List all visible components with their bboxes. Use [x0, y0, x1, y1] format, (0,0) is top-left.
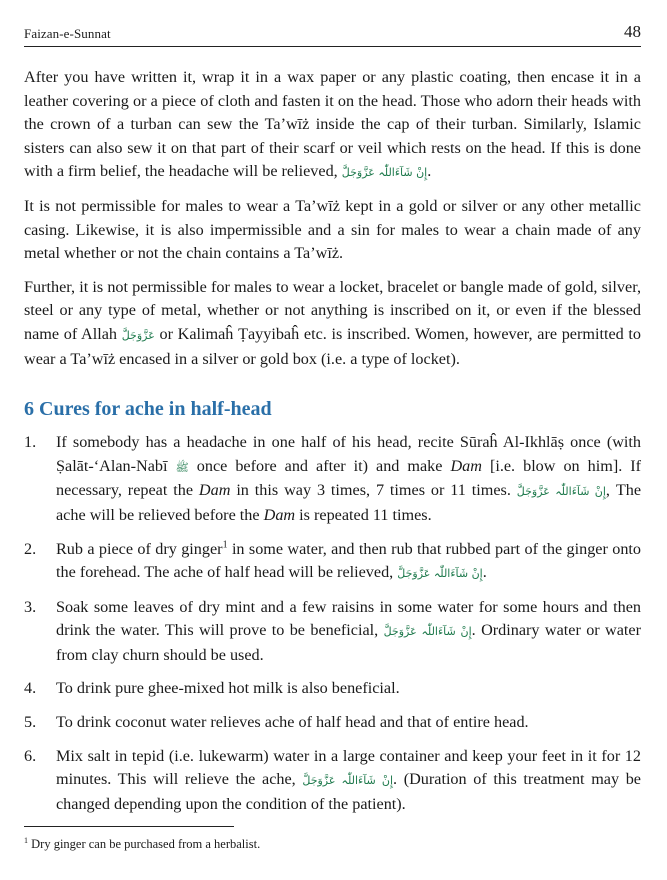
list-item-text: To drink pure ghee-mixed hot milk is also beneficial. — [56, 679, 400, 698]
footnote-text: Dry ginger can be purchased from a herbalist. — [31, 837, 261, 851]
arabic-azza-wajal: عَزَّوَجَلَّ — [121, 328, 155, 342]
arabic-insha-allah: إِنْ شَآءَاللّٰہ عَزَّوَجَلَّ — [302, 774, 393, 788]
page-header — [24, 22, 641, 47]
list-item-text: . Ordinary water or water from clay churn should be used. — [56, 621, 641, 664]
list-item-text: Mix salt in tepid (i.e. lukewarm) water in a large container and keep your feet in it for 12 minutes. This will relieve the ache, — [56, 746, 641, 789]
list-item-number: 1. — [24, 433, 37, 452]
footnote-marker: 1 — [24, 835, 28, 845]
list-item — [24, 596, 641, 668]
page-content — [24, 66, 641, 826]
book-title: Faizan-e-Sunnat — [24, 26, 111, 41]
list-item-number: 6. — [24, 746, 37, 765]
dam-term: Dam — [263, 505, 296, 524]
list-item-text: , The ache will be relieved before the — [56, 481, 642, 524]
list-item-number: 4. — [24, 679, 37, 698]
page-number: 48 — [624, 22, 641, 41]
list-item-text: once before and after it) and make — [196, 456, 443, 475]
list-item-number: 2. — [24, 539, 37, 558]
list-item — [24, 745, 641, 817]
section-title: 6 Cures for ache in half-head — [24, 398, 272, 421]
list-item-text: [i.e. blow on him]. If necessary, repeat the — [56, 456, 642, 500]
list-item — [24, 538, 641, 586]
cures-list — [24, 431, 641, 816]
list-item-text: in this way 3 times, 7 times or 11 times. — [236, 481, 511, 500]
paragraph-1-end: . — [427, 162, 432, 181]
arabic-insha-allah: إِنْ شَآءَاللّٰہ عَزَّوَجَلَّ — [516, 485, 606, 499]
footnote — [24, 836, 260, 852]
list-item-text: in some water, and then rub that rubbed part of the ginger onto the forehead. The ache of half head will be relieved, — [56, 539, 642, 582]
footnote-divider — [24, 826, 234, 827]
arabic-insha-allah: إِنْ شَآءَاللّٰہ عَزَّوَجَلَّ — [341, 166, 428, 180]
list-item-number: 3. — [24, 597, 37, 616]
list-item-text: is repeated 11 times. — [299, 505, 432, 524]
list-item-text: Rub a piece of dry ginger — [56, 539, 223, 558]
list-item-text: . (Duration of this treatment may be changed depending upon the condition of the patient). — [56, 770, 641, 813]
paragraph-3-text-a: Further, it is not permissible for males to wear a locket, bracelet or bangle made of gold, silver, steel or any type of metal, whether or not anything is inscribed on it, or even if the blessed name of Allah — [24, 277, 641, 343]
list-item-text: If somebody has a headache in one half of his head, recite Sūraĥ Al-Ikhlāṣ once (with Ṣalāt-‘Alan-Nabī — [56, 433, 641, 475]
dam-term: Dam — [450, 456, 482, 475]
list-item — [24, 711, 641, 735]
list-item-text: . — [482, 563, 487, 582]
dam-term: Dam — [198, 481, 231, 500]
paragraph-1-text: After you have written it, wrap it in a wax paper or any plastic coating, then encase it in a leather covering or a piece of cloth and fasten it on the head. Those who adorn their heads with the crown of a turban can sew the Ta’wīż inside the cap of their turban. Similarly, Islamic sisters can also sew it on that part of their scarf or veil which rests on the head. If this is done with a firm belief, the headache will be relieved, — [24, 68, 641, 181]
arabic-salla-allah: ﷺ — [175, 460, 189, 474]
paragraph-3-text-b: or Kalimaĥ Ṭayyibaĥ etc. is inscribed. Women, however, are permitted to wear a Ta’wīż encased in a silver or gold box (i.e. a type of locket). — [24, 324, 642, 368]
paragraph-2 — [24, 195, 641, 266]
paragraph-2-text: It is not permissible for males to wear a Ta’wīż kept in a gold or silver or any other metallic casing. Likewise, it is also impermissible and a sin for males to wear a chain made of any metal whether or not the chain contains a Ta’wīż. — [24, 196, 641, 263]
list-item-number: 5. — [24, 713, 37, 732]
list-item — [24, 677, 641, 701]
footnote-reference[interactable]: 1 — [222, 539, 228, 551]
paragraph-3 — [24, 276, 641, 371]
list-item — [24, 431, 641, 527]
arabic-insha-allah: إِنْ شَآءَاللّٰہ عَزَّوَجَلَّ — [397, 567, 483, 581]
paragraph-1 — [24, 66, 641, 185]
arabic-insha-allah: إِنْ شَآءَاللّٰہ عَزَّوَجَلَّ — [383, 625, 472, 639]
list-item-text: Soak some leaves of dry mint and a few raisins in some water for some hours and then drink the water. This will prove to be beneficial, — [56, 597, 641, 640]
list-item-text: To drink coconut water relieves ache of half head and that of entire head. — [56, 713, 529, 732]
